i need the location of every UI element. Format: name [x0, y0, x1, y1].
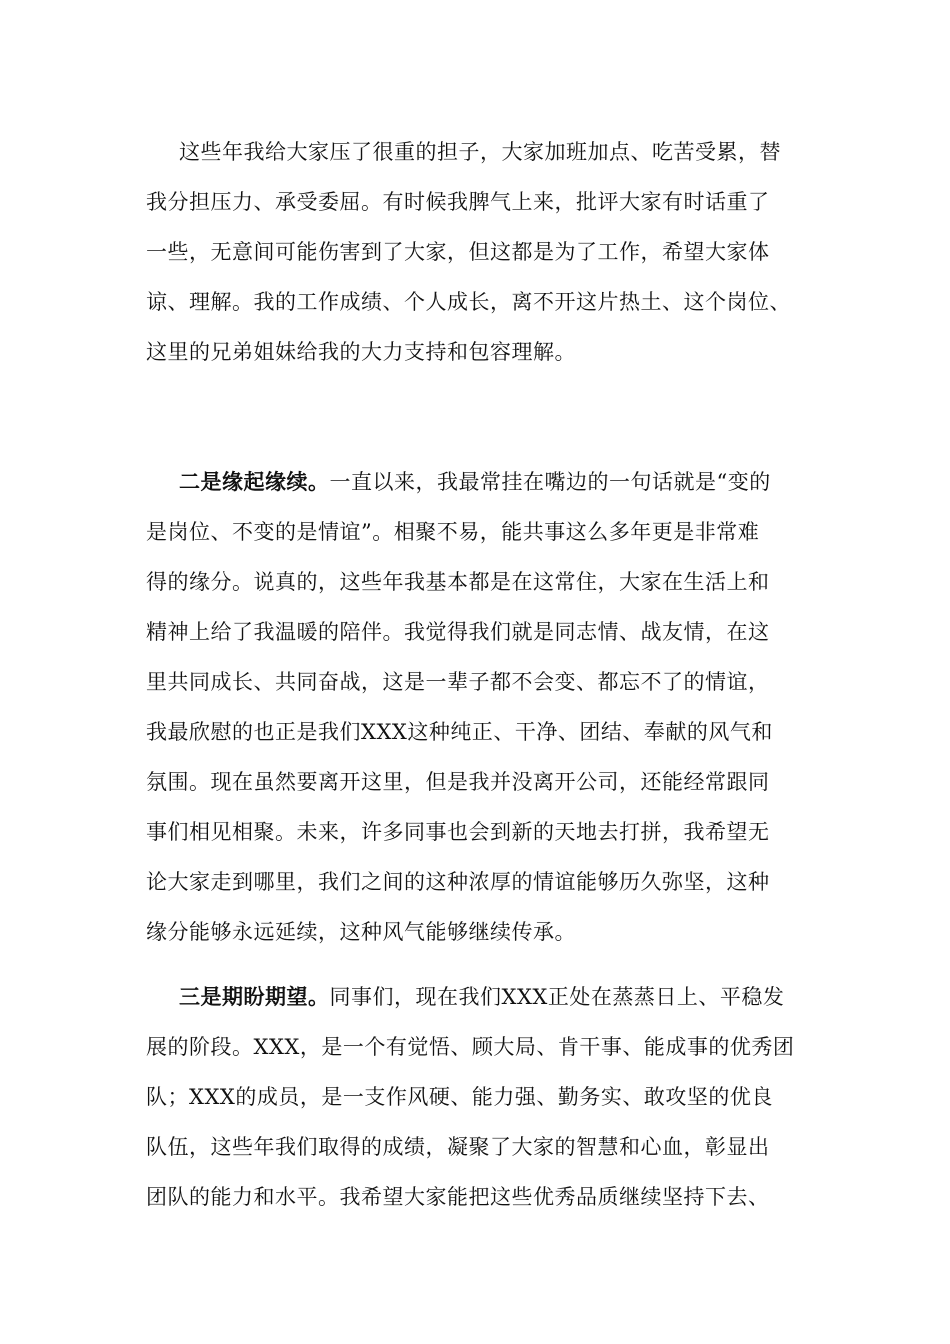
paragraph-2-heading: 二是缘起缘续。	[179, 469, 330, 494]
paragraph-2-line-2: 是岗位、不变的是情谊”。相聚不易，能共事这么多年更是非常难	[146, 520, 760, 544]
paragraph-3-line-4: 队伍，这些年我们取得的成绩，凝聚了大家的智慧和心血，彰显出	[146, 1135, 770, 1159]
paragraph-1-line-3: 一些，无意间可能伤害到了大家，但这都是为了工作，希望大家体	[146, 240, 770, 264]
paragraph-2-line-5: 里共同成长、共同奋战，这是一辈子都不会变、都忘不了的情谊，	[146, 670, 770, 694]
paragraph-3-line-3: 队；XXX的成员，是一支作风硬、能力强、勤务实、敢攻坚的优良	[146, 1085, 773, 1109]
paragraph-1-line-4: 谅、理解。我的工作成绩、个人成长，离不开这片热土、这个岗位、	[146, 290, 791, 314]
paragraph-2-line-4: 精神上给了我温暖的陪伴。我觉得我们就是同志情、战友情，在这	[146, 620, 770, 644]
paragraph-1-line-5: 这里的兄弟姐妹给我的大力支持和包容理解。	[146, 340, 576, 364]
paragraph-3-first-line-text: 同事们，现在我们XXX正处在蒸蒸日上、平稳发	[329, 985, 785, 1009]
paragraph-2-line-6: 我最欣慰的也正是我们XXX这种纯正、干净、团结、奉献的风气和	[146, 720, 773, 744]
paragraph-2-line-1	[179, 467, 859, 497]
paragraph-1-line-1: 这些年我给大家压了很重的担子，大家加班加点、吃苦受累，替	[179, 140, 781, 164]
paragraph-2-line-10: 缘分能够永远延续，这种风气能够继续传承。	[146, 920, 576, 944]
paragraph-2-line-7: 氛围。现在虽然要离开这里，但是我并没离开公司，还能经常跟同	[146, 770, 770, 794]
paragraph-2-line-3: 得的缘分。说真的，这些年我基本都是在这常住，大家在生活上和	[146, 570, 770, 594]
paragraph-3-line-1	[179, 982, 859, 1012]
paragraph-3-line-5: 团队的能力和水平。我希望大家能把这些优秀品质继续坚持下去、	[146, 1185, 770, 1209]
paragraph-3-line-2: 展的阶段。XXX，是一个有觉悟、顾大局、肯干事、能成事的优秀团	[146, 1035, 795, 1059]
paragraph-1-line-2: 我分担压力、承受委屈。有时候我脾气上来，批评大家有时话重了	[146, 190, 770, 214]
paragraph-2-first-line-text: 一直以来，我最常挂在嘴边的一句话就是“变的	[329, 470, 771, 494]
paragraph-2-line-8: 事们相见相聚。未来，许多同事也会到新的天地去打拼，我希望无	[146, 820, 770, 844]
paragraph-3-heading: 三是期盼期望。	[179, 984, 330, 1009]
paragraph-2-line-9: 论大家走到哪里，我们之间的这种浓厚的情谊能够历久弥坚，这种	[146, 870, 770, 894]
